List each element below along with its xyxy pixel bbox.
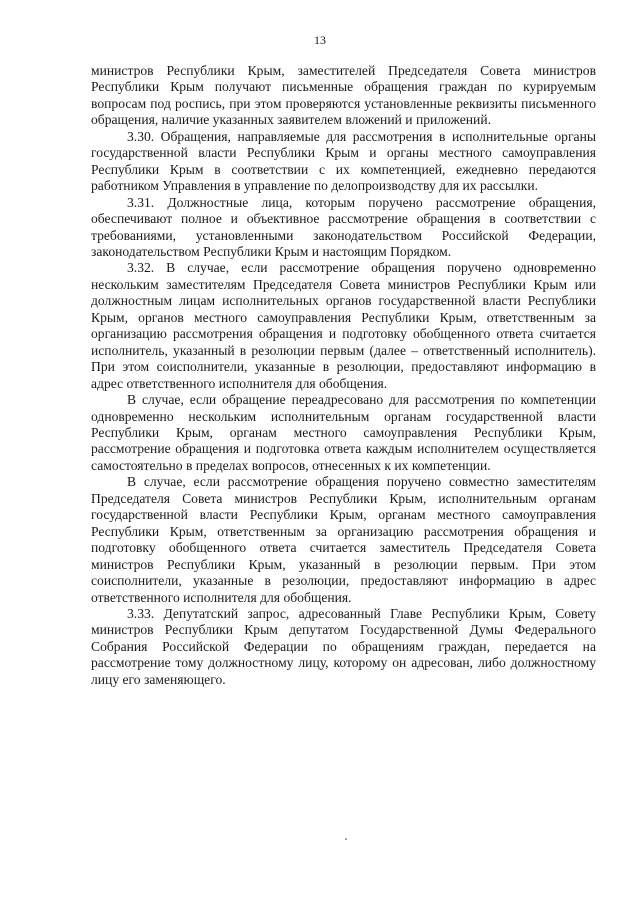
paragraph-3-33: 3.33. Депутатский запрос, адресованный Главе Республики Крым, Совету министров Республики Крым депутатом Государственной Думы Федерального Собрания Российской Федерации по обращениям граждан, передается на рассмотрение тому должностному лицу, которому он адресован, либо должностному лицу его заменяющего. — [91, 605, 596, 687]
page-number: 13 — [314, 33, 326, 47]
document-body — [91, 63, 596, 688]
scan-artifact-dot — [345, 838, 347, 840]
paragraph-joint-case: В случае, если рассмотрение обращения поручено совместно заместителям Председателя Совета министров Республики Крым, исполнительным органам государственной власти Республики Крым, органам местного самоуправления Республики Крым, ответственным за организацию рассмотрения обращения и подготовку обобщенного ответа считается заместитель Председателя Совета министров Республики Крым, указанный в резолюции первым. При этом соисполнители, указанные в резолюции, предоставляют информацию в адрес ответственного исполнителя для обобщения. — [91, 474, 596, 605]
paragraph-redirected-case: В случае, если обращение переадресовано для рассмотрения по компетенции одновременно нескольким исполнительным органам государственной власти Республики Крым, органам местного самоуправления Республики Крым, рассмотрение обращения и подготовка ответа каждым исполнителем осуществляется самостоятельно в пределах вопросов, отнесенных к их компетенции. — [91, 392, 596, 473]
paragraph-3-32: 3.32. В случае, если рассмотрение обращения поручено одновременно нескольким заместителям Председателя Совета министров Республики Крым или должностным лицам исполнительных органов государственной власти Республики Крым, органов местного самоуправления Республики Крым, ответственным за организацию рассмотрения обращения и подготовку обобщенного ответа считается исполнитель, указанный в резолюции первым (далее – ответственный исполнитель). При этом соисполнители, указанные в резолюции, предоставляют информацию в адрес ответственного исполнителя для обобщения. — [91, 260, 596, 391]
paragraph-3-30: 3.30. Обращения, направляемые для рассмотрения в исполнительные органы государственной власти Республики Крым и органы местного самоуправления Республики Крым в соответствии с их компетенцией, ежедневно передаются работником Управления в управление по делопроизводству для их рассылки. — [91, 128, 596, 194]
paragraph-3-31: 3.31. Должностные лица, которым поручено рассмотрение обращения, обеспечивают полное и объективное рассмотрение обращения в соответствии с требованиями, установленными законодательством Российской Федерации, законодательством Республики Крым и настоящим Порядком. — [91, 194, 596, 259]
paragraph-continuation: министров Республики Крым, заместителей Председателя Совета министров Республики Крым получают письменные обращения граждан по курируемым вопросам под роспись, при этом проверяются установленные реквизиты письменного обращения, наличие указанных заявителем вложений и приложений. — [91, 63, 596, 128]
